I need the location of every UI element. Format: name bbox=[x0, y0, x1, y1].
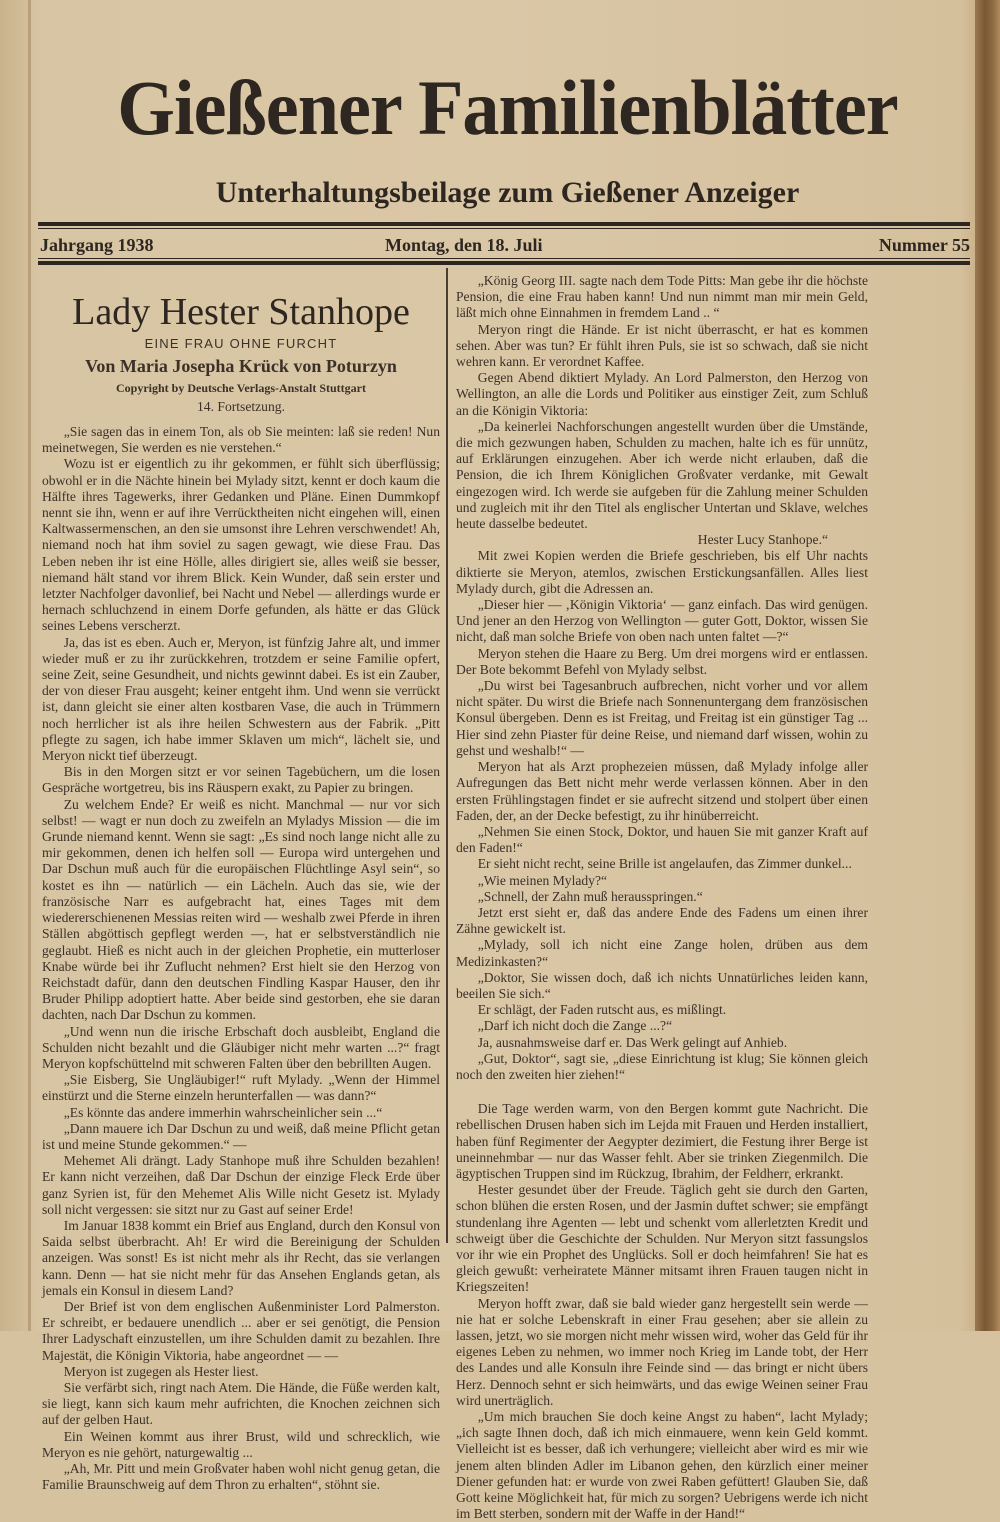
volume-year: Jahrgang 1938 bbox=[40, 235, 154, 255]
issue-info-row bbox=[40, 233, 970, 257]
article-paragraph: Er schlägt, der Faden rutscht aus, es mißlingt. bbox=[477, 1002, 727, 1018]
article-title: Lady Hester Stanhope bbox=[72, 291, 410, 333]
header-rule-top-thin bbox=[38, 228, 970, 229]
article-byline: Von Maria Josepha Krück von Poturzyn bbox=[85, 356, 397, 376]
article-paragraph: Meryon hat als Arzt prophezeien müssen, daß Mylady infolge aller Aufregungen das Bett nicht mehr werde verlassen können. Aber in den ersten Frühlingstagen findet er sie aufrecht sitzend und stolpert über einen Faden, der, an der Decke befestigt, zu ihr hinüberreicht. bbox=[456, 759, 868, 823]
article-paragraph: „Und wenn nun die irische Erbschaft doch ausbleibt, England die Schulden nicht bezahlt und die Gläubiger nicht mehr warten ...?“ fragt Meryon kopfschüttelnd mit schweren Falten über den bebrillten Augen. bbox=[42, 1023, 440, 1071]
article-paragraph: „Nehmen Sie einen Stock, Doktor, und hauen Sie mit ganzer Kraft auf den Faden!“ bbox=[456, 823, 868, 856]
article-paragraph: Meryon ist zugegen als Hester liest. bbox=[63, 1363, 259, 1379]
article-paragraph: Gegen Abend diktiert Mylady. An Lord Palmerston, den Herzog von Wellington, an alle die Lords und Politiker aus einstiger Zeit, zum Schluß an die Königin Viktoria: bbox=[456, 370, 868, 418]
article-paragraph: Zu welchem Ende? Er weiß es nicht. Manchmal — nur vor sich selbst! — wagt er nun doch zu zweifeln an Myladys Mission — die im Grunde niemand kennt. Wenn sie sagt: „Es sind noch lange nicht alle zu mir gekommen, denen ich helfen soll — Europa wird untergehen und Dar Dschun muß auch für die europäischen Flüchtlinge Asyl sein“, so kostet es ihn — natürlich — ein Lächeln. Auch das sie, wie der französische Narr es aufgebracht hat, eines Tages mit dem wiedererschienenen Messias reiten wird — weshalb zwei Pferde in ihren Ställen abgöttisch gepflegt werden —, hat er selbstverständlich nie geglaubt. Hieß es nicht auch in der gleichen Prophetie, ein mutterloser Knabe würde bei ihr Zuflucht nehmen? Erst hielt sie den Herzog von Reichstadt dafür, dann den deutschen Findling Kaspar Hauser, den ihr Bruder Philipp adoptiert hatte. Aber beide sind gestorben, ehe sie daran dachten, nach Dar Dschun zu kommen. bbox=[42, 796, 440, 1023]
article-paragraph: „Sie Eisberg, Sie Ungläubiger!“ ruft Mylady. „Wenn der Himmel einstürzt und die Sterne einzeln herunterfallen — was dann?“ bbox=[42, 1072, 440, 1104]
page-fold-shadow bbox=[28, 0, 31, 1331]
article-paragraph: Mehemet Ali drängt. Lady Stanhope muß ihre Schulden bezahlen! Er kann nicht verzeihen, daß Dar Dschun der einzige Fleck Erde über ganz Syrien ist, für den Mehemet Alis Wille nicht Gesetz ist. Mylady soll nicht vergessen: sie sitzt nur zu Gast auf seiner Erde! bbox=[42, 1153, 440, 1217]
article-paragraph: „Du wirst bei Tagesanbruch aufbrechen, nicht vorher und vor allem nicht später. Du wirst die Briefe nach Sonnenuntergang dem französischen Konsul übergeben. Denn es ist Freitag, und Freitag ist ein günstiger Tag ... Hier sind zehn Piaster für deine Reise, und niemand darf wissen, wohin zu gehst und weshalb!“ — bbox=[456, 678, 868, 758]
header-rule-top bbox=[38, 222, 970, 226]
column-divider bbox=[446, 268, 448, 1243]
header-rule-bottom-thin bbox=[38, 258, 970, 259]
article-installment: 14. Fortsetzung. bbox=[197, 399, 285, 414]
article-copyright: Copyright by Deutsche Verlags-Anstalt Stuttgart bbox=[116, 381, 366, 395]
article-paragraph: Mit zwei Kopien werden die Briefe geschrieben, bis elf Uhr nachts diktierte sie Meryon, atemlos, zwischen Erstickungsanfällen. Alles liest Mylady durch, gibt die Adressen an. bbox=[456, 548, 868, 596]
article-paragraph: Wozu ist er eigentlich zu ihr gekommen, er fühlt sich überflüssig; obwohl er in die Nächte hinein bei Mylady sitzt, kennt er doch kaum die Hälfte ihres Tagewerks, ihrer Gedanken und Pläne. Einen Dummkopf nennt sie ihn, wenn er auf ihre Verrücktheiten nicht eingehen will, einen Kaltwassermenschen, an den sie umsonst ihre Lehren verschwendet! Ah, niemand noch hat ihm soviel zu sagen gewagt, wie diese Frau. Das Leben neben ihr ist eine Hölle, alles dirigiert sie, alles weiß sie besser, niemand hält stand vor ihrem Blick. Kein Wunder, daß sein erster und letzter Nachfolger davonlief, bei Nacht und Nebel — allerdings wurde er hernach schluchzend in einem Dorfe gefunden, als hätte er das Glück seines Lebens verscherzt. bbox=[42, 456, 440, 634]
article-paragraph: Hester gesundet über der Freude. Täglich geht sie durch den Garten, schon blühen die ersten Rosen, und der Jasmin duftet schwer; sie empfängt stundenlang ihre Agenten — lebt und schenkt vom allerletzten Kredit und schweigt über die Geschichte der Schulden. Nur Meryon sitzt fassungslos vor ihr wie ein Prophet des Unglücks. Soll er doch heimfahren! Sie hat es gleich gewußt: verheiratete Männer mitsamt ihren Frauen taugen nicht in Kriegszeiten! bbox=[456, 1182, 868, 1295]
article-paragraph: „Dann mauere ich Dar Dschun zu und weiß, daß meine Pflicht getan ist und meine Stunde gekommen.“ — bbox=[42, 1120, 440, 1152]
article-paragraph: Sie verfärbt sich, ringt nach Atem. Die Hände, die Füße werden kalt, sie liegt, kann sich kaum mehr aufrichten, die Knochen zeichnen sich auf der gelben Haut. bbox=[42, 1379, 440, 1428]
masthead-title: Gießener Familienblätter bbox=[117, 64, 898, 151]
article-paragraph: Die Tage werden warm, von den Bergen kommt gute Nachricht. Die rebellischen Drusen haben sich im Lejda mit Frauen und Herden installiert, haben fünf Regimenter der Aegypter dezimiert, die Festung ihrer Berge ist uneinnehmbar — nur das Wasser fehlt. Aber sie trinken Ziegenmilch. Die ägyptischen Truppen sind im Rückzug, Ibrahim, der Feldherr, erkrankt. bbox=[456, 1101, 868, 1181]
article-paragraph: „Um mich brauchen Sie doch keine Angst zu haben“, lacht Mylady; „ich sagte Ihnen doch, daß ich mich einmauere, wenn kein Geld kommt. Vielleicht ist es besser, daß ich verhungere; vielleicht aber wird es mir wie jenem alten blinden Adler im Libanon gehen, den kürzlich einer meiner Diener gefunden hat: er wurde von zwei Raben gefüttert! Glauben Sie, daß Gott keine Möglichkeit hat, für mich zu sorgen? Uebrigens werde ich nicht im Bett sterben, sondern mit der Waffe in der Hand!“ bbox=[456, 1409, 868, 1522]
article-paragraph: Ein Weinen kommt aus ihrer Brust, wild und schrecklich, wie Meryon es nie gehört, naturgewaltig ... bbox=[42, 1428, 440, 1460]
article-paragraph: „König Georg III. sagte nach dem Tode Pitts: Man gebe ihr die höchste Pension, die eine Frau haben kann! Und nun nimmt man mir mein Geld, läßt mich ohne Einnahmen in fremdem Land .. “ bbox=[456, 273, 868, 321]
letter-signature: Hester Lucy Stanhope.“ bbox=[697, 532, 828, 548]
article-paragraph: „Ah, Mr. Pitt und mein Großvater haben wohl nicht genug getan, die Familie Braunschweig auf dem Thron zu erhalten“, stöhnt sie. bbox=[42, 1461, 440, 1493]
article-paragraph: „Wie meinen Mylady?“ bbox=[477, 872, 608, 888]
article-paragraph: „Da keinerlei Nachforschungen angestellt wurden über die Umstände, die mich gezwungen haben, Schulden zu machen, halte ich es für unnütz, auf Erklärungen einzugehen. Aber ich werde nicht erlauben, daß die Pension, die ich Ihrem Königlichen Großvater verdanke, mit Gewalt eingezogen wird. Ich werde sie aufgeben für die Zahlung meiner Schulden und zugleich mit ihr den Titel als englischer Untertan und Sklave, welches heute dasselbe bedeutet. bbox=[456, 418, 868, 532]
article-paragraph: Im Januar 1838 kommt ein Brief aus England, durch den Konsul von Saida selbst überbracht. Ah! Er wird die Bereinigung der Schulden anzeigen. Was sonst! Es ist nicht mehr als ihr Recht, das sie verlangen kann. Denn — hat sie nicht mehr für das Ansehen Englands getan, als jemals ein Konsul in diesem Land? bbox=[42, 1217, 440, 1298]
article-paragraph: Meryon stehen die Haare zu Berg. Um drei morgens wird er entlassen. Der Bote bekommt Befehl von Mylady selbst. bbox=[456, 645, 868, 677]
article-paragraph: Jetzt erst sieht er, daß das andere Ende des Fadens um einen ihrer Zähne gewickelt ist. bbox=[456, 904, 868, 937]
issue-number: Nummer 55 bbox=[878, 235, 970, 255]
previous-page-edge bbox=[0, 0, 30, 1331]
article-paragraph: „Gut, Doktor“, sagt sie, „diese Einrichtung ist klug; Sie können gleich noch den zweiten hier ziehen!“ bbox=[456, 1050, 868, 1082]
article-paragraph: „Doktor, Sie wissen doch, daß ich nichts Unnatürliches leiden kann, beeilen Sie sich.“ bbox=[456, 969, 868, 1001]
masthead-subtitle: Unterhaltungsbeilage zum Gießener Anzeiger bbox=[215, 176, 800, 209]
article-paragraph: Der Brief ist von dem englischen Außenminister Lord Palmerston. Er schreibt, er bedauere unendlich ... aber er sei genötigt, die Pension Ihrer Ladyschaft einzustellen, um ihre Schulden damit zu bezahlen. Ihre Majestät, die Königin Viktoria, habe angeordnet — — bbox=[42, 1298, 440, 1363]
article-subtitle: EINE FRAU OHNE FURCHT bbox=[144, 336, 338, 351]
article-paragraph: Er sieht nicht recht, seine Brille ist angelaufen, das Zimmer dunkel... bbox=[477, 856, 852, 872]
article-paragraph: Ja, das ist es eben. Auch er, Meryon, ist fünfzig Jahre alt, und immer wieder muß er zu ihr zurückkehren, trotzdem er seine Familie opfert, seine Zeit, seine Gesundheit, und nichts gewinnt dabei. Es ist ein Zauber, der von dieser Frau ausgeht; keiner entgeht ihm. Und wenn sie verrückt ist, dann gleicht sie einer alten kostbaren Vase, die auch in Trümmern noch herrlicher ist als ihre heilen Schwestern aus der Fabrik. „Pitt pflegte zu sagen, ich habe immer Sklaven um mich“, lächelt sie, und Meryon nickt tief überzeugt. bbox=[42, 634, 440, 764]
header-rule-bottom bbox=[38, 261, 970, 265]
article-paragraph: „Mylady, soll ich nicht eine Zange holen, drüben aus dem Medizinkasten?“ bbox=[456, 937, 868, 969]
article-paragraph: Bis in den Morgen sitzt er vor seinen Tagebüchern, um die losen Gespräche wortgetreu, bis ins Räuspern exakt, zu Papier zu bringen. bbox=[42, 764, 440, 796]
article-paragraph: „Sie sagen das in einem Ton, als ob Sie meinten: laß sie reden! Nun meinetwegen, Sie werden es nie verstehen.“ bbox=[42, 424, 440, 456]
article-paragraph: „Es könnte das andere immerhin wahrscheinlicher sein ...“ bbox=[63, 1104, 383, 1120]
article-column-left bbox=[42, 424, 440, 1493]
article-paragraph: „Dieser hier — ‚Königin Viktoria‘ — ganz einfach. Das wird genügen. Und jener an den Herzog von Wellington — guter Gott, Doktor, wissen Sie nicht, daß man solche Briefe von oben nach unten faltet —?“ bbox=[456, 597, 868, 645]
article-paragraph: „Schnell, der Zahn muß herausspringen.“ bbox=[477, 888, 703, 904]
book-binding-edge bbox=[975, 0, 1000, 1331]
article-paragraph: Meryon ringt die Hände. Er ist nicht überrascht, er hat es kommen sehen. Aber was tun? Er fühlt ihren Puls, sie ist so schwach, daß sie nicht wehren kann. Er verordnet Kaffee. bbox=[456, 321, 868, 370]
issue-date: Montag, den 18. Juli bbox=[385, 235, 543, 255]
article-paragraph: „Darf ich nicht doch die Zange ...?“ bbox=[477, 1018, 673, 1034]
article-column-right bbox=[456, 273, 868, 1522]
article-paragraph: Ja, ausnahmsweise darf er. Das Werk gelingt auf Anhieb. bbox=[477, 1034, 788, 1050]
article-paragraph: Meryon hofft zwar, daß sie bald wieder ganz hergestellt sein werde — nie hat er solche Lebenskraft in einer Frau gesehen; aber sie allein zu lassen, jetzt, wo sie morgen nicht mehr wissen wird, woher das Geld für ihr eigenes Leben zu nehmen, wo immer noch Krieg im Lande tobt, der Herr des Landes und alle Konsuln ihre Feinde sind — das bringt er nicht übers Herz. Dennoch sehnt er sich heimwärts, und das ewige Weinen seiner Frau wird unerträglich. bbox=[456, 1295, 868, 1408]
